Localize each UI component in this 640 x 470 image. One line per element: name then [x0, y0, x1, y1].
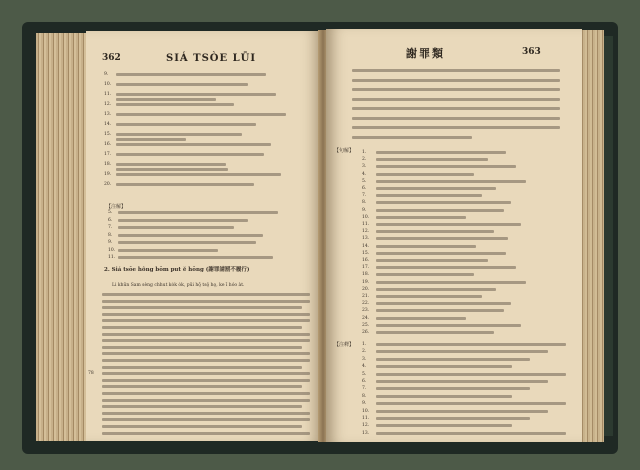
text-line: [376, 424, 512, 427]
text-line: [376, 350, 548, 353]
text-line: [352, 88, 560, 91]
text-line: [118, 211, 278, 214]
text-line: [376, 343, 566, 346]
line-number: 6.: [108, 217, 113, 223]
text-line: [118, 226, 234, 229]
text-line: [376, 295, 482, 298]
line-number: 18.: [362, 272, 370, 278]
text-line: [376, 309, 504, 312]
text-line: [352, 98, 560, 101]
text-line: [376, 273, 474, 276]
text-line: [376, 302, 511, 305]
text-line: [376, 432, 566, 435]
text-line: [116, 73, 266, 76]
line-number: 11.: [362, 222, 370, 227]
text-line: [376, 417, 530, 420]
right-running-title: 謝罪類: [406, 47, 445, 60]
text-line: [352, 136, 472, 139]
right-page-stack: [580, 30, 604, 442]
line-number: 9.: [108, 240, 113, 245]
text-line: [376, 259, 488, 262]
line-number: 19.: [362, 279, 370, 285]
text-line: [116, 143, 271, 146]
text-line: [116, 168, 228, 171]
line-number: 8.: [362, 200, 367, 206]
text-line: [352, 107, 560, 110]
text-line: [116, 133, 242, 136]
line-number: 5.: [362, 371, 367, 377]
line-number: 4.: [362, 364, 367, 370]
text-line: [376, 216, 466, 219]
text-line: [118, 219, 248, 222]
line-number: 11.: [104, 92, 112, 97]
text-line: [102, 326, 302, 329]
line-number: 4.: [362, 171, 367, 177]
text-line: [376, 201, 511, 204]
line-number: 15.: [104, 132, 112, 137]
text-line: [376, 380, 548, 383]
line-number: 2.: [362, 157, 367, 163]
cover-edge: [603, 36, 613, 436]
text-line: [102, 306, 302, 309]
line-number: 18.: [104, 162, 112, 167]
text-line: [102, 418, 310, 421]
left-page: [86, 31, 322, 441]
line-number: 17.: [104, 152, 112, 157]
line-number: 10.: [108, 247, 116, 253]
text-line: [376, 180, 526, 183]
text-line: [376, 387, 530, 390]
text-line: [376, 281, 526, 284]
line-number: 23.: [362, 308, 370, 314]
line-number: 14.: [104, 122, 112, 127]
text-line: [102, 379, 310, 382]
text-line: [116, 103, 234, 106]
left-page-stack: [36, 33, 88, 441]
right-page-number: 363: [522, 47, 541, 57]
text-line: [376, 410, 548, 413]
text-line: [352, 126, 560, 129]
text-line: [376, 252, 506, 255]
text-line: [102, 432, 310, 435]
line-number: 13.: [362, 430, 370, 436]
text-line: [116, 153, 264, 156]
line-number: 11.: [108, 255, 116, 260]
text-line: [118, 256, 273, 259]
text-line: [376, 395, 512, 398]
text-line: [376, 373, 566, 376]
line-number: 20.: [362, 286, 370, 292]
left-running-title: SIÁ TSÒE LŪI: [166, 53, 257, 64]
text-line: [116, 163, 226, 166]
text-line: [118, 234, 263, 237]
text-line: [116, 183, 254, 186]
line-number: 1.: [362, 342, 367, 347]
line-number: 10.: [362, 214, 370, 220]
line-number: 2.: [362, 349, 367, 355]
text-line: [376, 173, 474, 176]
line-number: 26.: [362, 330, 370, 335]
line-number: 3.: [362, 356, 367, 362]
text-line: [102, 293, 310, 296]
line-number: 20.: [104, 182, 112, 187]
text-line: [376, 266, 516, 269]
text-line: [376, 158, 488, 161]
line-number: 19.: [104, 172, 112, 177]
text-line: [376, 317, 466, 320]
text-line: [376, 324, 521, 327]
line-number: 14.: [362, 243, 370, 249]
text-line: [352, 79, 560, 82]
text-line: [102, 346, 302, 349]
text-line: [118, 249, 218, 252]
text-line: [376, 237, 508, 240]
text-line: [376, 187, 496, 190]
text-line: [116, 123, 256, 126]
text-line: [116, 98, 216, 101]
line-number: 16.: [362, 258, 370, 263]
text-line: [102, 319, 310, 322]
text-line: [376, 402, 566, 405]
line-number: 13.: [104, 112, 112, 117]
left-page-number: 362: [102, 53, 121, 63]
text-line: [116, 138, 186, 141]
line-number: 17.: [362, 265, 370, 271]
text-line: [376, 331, 494, 334]
text-line: [102, 313, 310, 316]
text-line: [352, 69, 560, 72]
line-number: 12.: [104, 102, 112, 107]
line-number: 12.: [362, 229, 370, 235]
line-number: 11.: [362, 416, 370, 421]
text-line: [376, 288, 496, 291]
annotation-tag: 【注解】: [106, 204, 127, 210]
text-line: [102, 352, 310, 355]
text-line: [116, 113, 286, 116]
text-line: [116, 83, 248, 86]
line-number: 9.: [362, 207, 367, 213]
line-number: 16.: [104, 142, 112, 147]
text-line: [102, 300, 310, 303]
phrase-tag: 【句解】: [334, 148, 355, 154]
line-number: 5.: [108, 210, 113, 215]
line-number: 10.: [104, 82, 112, 87]
text-line: [376, 223, 521, 226]
right-page: [326, 29, 582, 442]
text-line: [102, 412, 310, 415]
line-number: 7.: [362, 386, 367, 392]
line-number: 8.: [108, 232, 113, 238]
line-number: 13.: [362, 236, 370, 242]
text-line: [116, 173, 281, 176]
line-number: 15.: [362, 250, 370, 256]
line-number: 6.: [362, 379, 367, 384]
text-line: [352, 117, 560, 120]
text-line: [102, 385, 302, 388]
text-line: [102, 399, 310, 402]
line-number: 9.: [362, 401, 367, 407]
text-line: [102, 425, 302, 428]
line-number: 5.: [362, 178, 367, 184]
text-line: [102, 392, 310, 395]
text-line: [376, 245, 476, 248]
sample-text-line: Li khūn Sam sèng chhut kȯk ȯk, pūi hō̤ tsŏ̤ ho̤, ke ī hóo a̍t.: [112, 283, 245, 288]
line-number: 8.: [362, 393, 367, 399]
text-line: [102, 339, 310, 342]
line-number: 12.: [362, 423, 370, 429]
text-line: [102, 359, 310, 362]
line-number: 21.: [362, 294, 370, 299]
line-number: 25.: [362, 322, 370, 328]
text-line: [376, 365, 512, 368]
text-line: [376, 358, 530, 361]
text-line: [102, 333, 310, 336]
text-line: [376, 194, 482, 197]
section-heading: 2. Siá tsōe hông bōm put ĕ hōng (謝罪請罰不履行): [104, 267, 250, 273]
text-line: [102, 366, 302, 369]
text-line: [376, 151, 506, 154]
margin-mark: 78: [88, 371, 94, 376]
line-number: 24.: [362, 315, 370, 321]
text-line: [116, 93, 276, 96]
text-line: [376, 230, 494, 233]
text-line: [376, 209, 504, 212]
line-number: 9.: [104, 72, 109, 77]
line-number: 6.: [362, 186, 367, 191]
line-number: 10.: [362, 408, 370, 414]
line-number: 22.: [362, 301, 370, 307]
line-number: 7.: [362, 193, 367, 199]
notes-tag: 【注釋】: [334, 342, 355, 348]
text-line: [102, 372, 310, 375]
text-line: [102, 405, 302, 408]
line-number: 7.: [108, 225, 113, 230]
text-line: [376, 165, 516, 168]
text-line: [118, 241, 256, 244]
line-number: 1.: [362, 150, 367, 155]
line-number: 3.: [362, 164, 367, 170]
